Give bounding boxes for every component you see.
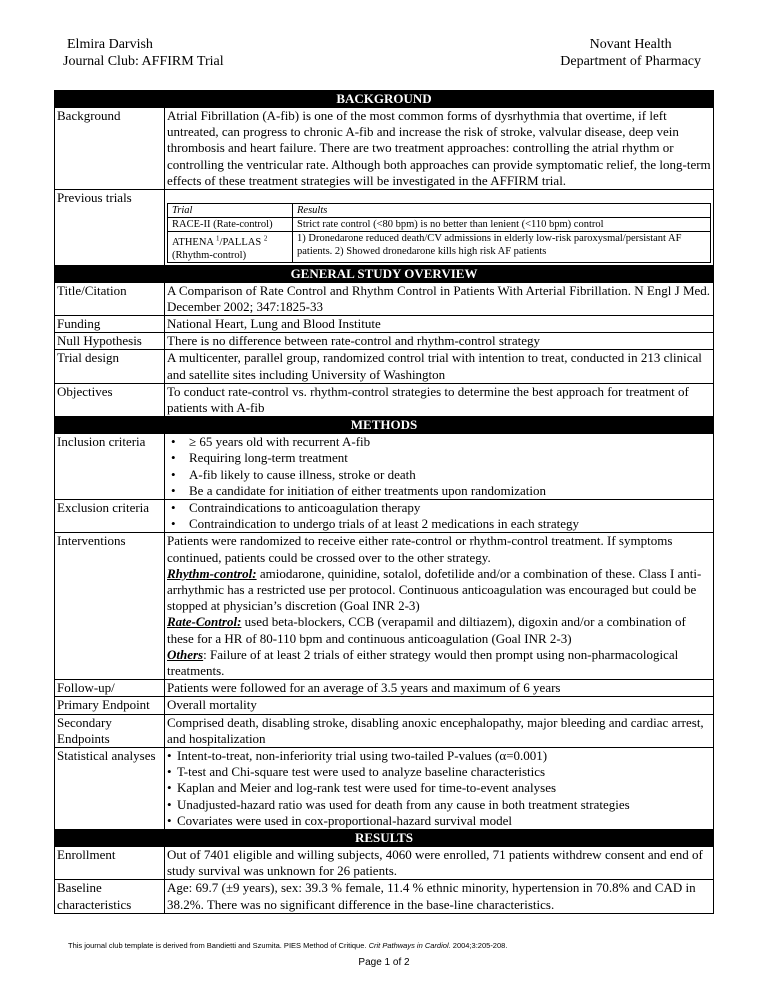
trial-result: 1) Dronedarone reduced death/CV admissions in elderly low-risk paroxysmal/persistant AF patients. 2) Showed dronedarone kills high risk AF patients (293, 232, 711, 263)
section-results: RESULTS (55, 830, 714, 847)
primary-label: Primary Endpoint (55, 697, 165, 714)
table-row (168, 218, 711, 232)
primary-text: Overall mortality (165, 697, 714, 714)
results-column-header: Results (293, 204, 711, 218)
secondary-text: Comprised death, disabling stroke, disabling anoxic encephalopathy, major bleeding and cardiac arrest, and hospitalization (165, 714, 714, 747)
row-previous-trials (55, 190, 714, 266)
row-follow-up (55, 680, 714, 697)
title-label: Title/Citation (55, 282, 165, 315)
list-item: • Contraindication to undergo trials of at least 2 medications in each strategy (167, 516, 711, 532)
list-item: • T-test and Chi-square test were used to analyze baseline characteristics (167, 764, 711, 780)
objectives-text: To conduct rate-control vs. rhythm-control strategies to determine the best approach for treatment of patients with A-fib (165, 383, 714, 416)
organization-name: Novant Health (589, 37, 672, 52)
trial-column-header: Trial (168, 204, 293, 218)
row-exclusion (55, 499, 714, 532)
secondary-label: Secondary Endpoints (55, 714, 165, 747)
row-inclusion (55, 434, 714, 500)
exclusion-label: Exclusion criteria (55, 499, 165, 532)
enrollment-text: Out of 7401 eligible and willing subjects, 4060 were enrolled, 71 patients withdrew consent and end of study survival was unknown for 26 patients. (165, 847, 714, 880)
baseline-label: Baseline characteristics (55, 880, 165, 913)
rhythm-control-text: Rhythm-control: amiodarone, quinidine, sotalol, dofetilide and/or a combination of these. Class I anti-arrhythmic has a restricted use per protocol. Continuous anticoagulation was encouraged but could be stopped at physician’s discretion (Goal INR 2-3) (167, 565, 702, 614)
page-number: Page 1 of 2 (358, 957, 410, 968)
journal-club-form (54, 90, 714, 914)
table-row (168, 232, 711, 263)
section-background: BACKGROUND (55, 91, 714, 108)
journal-club-title: Journal Club: AFFIRM Trial (63, 54, 224, 69)
funding-text: National Heart, Lung and Blood Institute (165, 315, 714, 332)
list-item: • Requiring long-term treatment (167, 450, 711, 466)
header-left (55, 36, 224, 70)
followup-text: Patients were followed for an average of 3.5 years and maximum of 6 years (165, 680, 714, 697)
row-null-hypothesis (55, 333, 714, 350)
trial-name: ATHENA $^1$/PALLAS $^2$ (Rhythm-control) (168, 232, 293, 263)
previous-trials-label: Previous trials (55, 190, 165, 266)
header-right (560, 36, 701, 70)
objectives-label: Objectives (55, 383, 165, 416)
trial-name: RACE-II (Rate-control) (168, 218, 293, 232)
row-enrollment (55, 847, 714, 880)
statistical-label: Statistical analyses (55, 748, 165, 830)
section-methods: METHODS (55, 417, 714, 434)
form-table (54, 90, 714, 914)
others-text: Others: Failure of at least 2 trials of either strategy would then prompt using non-pharmacological treatments. (167, 646, 679, 678)
row-trial-design (55, 350, 714, 383)
list-item: • Unadjusted-hazard ratio was used for death from any cause in both treatment strategies (167, 797, 711, 813)
list-item: • ≥ 65 years old with recurrent A-fib (167, 434, 711, 450)
author-name: Elmira Darvish (67, 37, 153, 52)
statistical-list (167, 748, 711, 829)
funding-label: Funding (55, 315, 165, 332)
row-statistical-analyses (55, 748, 714, 830)
followup-label: Follow-up/ (55, 680, 165, 697)
background-text: Atrial Fibrillation (A-fib) is one of the most common forms of dysrhythmia that overtime, if left untreated, can progress to chronic A-fib and increase the risk of stroke, valvular disease, deep vein thrombosis and heart failure. There are two treatment approaches: controlling the atrial rhythm or controlling the ventricular rate. Although both approaches can provide symptomatic relief, the long-term effects of these treatment strategies will be investigated in the AFFIRM trial. (165, 108, 714, 190)
exclusion-list (167, 500, 711, 532)
enrollment-label: Enrollment (55, 847, 165, 880)
list-item: • Intent-to-treat, non-inferiority trial using two-tailed P-values (α=0.001) (167, 748, 711, 764)
baseline-text: Age: 69.7 (±9 years), sex: 39.3 % female, 11.4 % ethnic minority, hypertension in 70.8% and CAD in 38.2%. There was no significant difference in the base-line characteristics. (165, 880, 714, 913)
list-item: • Contraindications to anticoagulation therapy (167, 500, 711, 516)
background-label: Background (55, 108, 165, 190)
list-item: • A-fib likely to cause illness, stroke or death (167, 467, 711, 483)
citation-footnote: This journal club template is derived from Bandietti and Szumita. PIES Method of Critique. Crit Pathways in Cardiol. 2004;3:205-208. (68, 941, 508, 950)
row-objectives (55, 383, 714, 416)
null-text: There is no difference between rate-control and rhythm-control strategy (165, 333, 714, 350)
previous-trials-table (167, 203, 711, 263)
list-item: • Be a candidate for initiation of either treatments upon randomization (167, 483, 711, 499)
row-background (55, 108, 714, 190)
design-label: Trial design (55, 350, 165, 383)
row-funding (55, 315, 714, 332)
row-primary-endpoint (55, 697, 714, 714)
row-secondary-endpoints (55, 714, 714, 747)
list-item: • Kaplan and Meier and log-rank test were used for time-to-event analyses (167, 780, 711, 796)
footnote-marker: 1 (216, 234, 220, 243)
footnote-marker: 2 (263, 234, 268, 243)
department-name: Department of Pharmacy (560, 54, 701, 69)
title-text: A Comparison of Rate Control and Rhythm Control in Patients With Arterial Fibrillation. N Engl J Med. December 2002; 347:1825-33 (165, 282, 714, 315)
trial-result: Strict rate control (<80 bpm) is no better than lenient (<110 bpm) control (293, 218, 711, 232)
row-title-citation (55, 282, 714, 315)
inclusion-label: Inclusion criteria (55, 434, 165, 500)
list-item: • Covariates were used in cox-proportional-hazard survival model (167, 813, 711, 829)
rate-control-text: Rate-Control: used beta-blockers, CCB (verapamil and diltiazem), digoxin and/or a combination of these for a HR of 80-110 bpm and continuous anticoagulation (Goal INR 2-3) (167, 614, 686, 646)
null-label: Null Hypothesis (55, 333, 165, 350)
row-baseline (55, 880, 714, 913)
inclusion-list (167, 434, 711, 499)
row-interventions (55, 533, 714, 680)
section-overview: GENERAL STUDY OVERVIEW (55, 265, 714, 282)
interventions-intro: Patients were randomized to receive either rate-control or rhythm-control treatment. If symptoms continued, patients could be crossed over to the other strategy. (167, 533, 673, 565)
interventions-label: Interventions (55, 533, 165, 680)
design-text: A multicenter, parallel group, randomized control trial with intention to treat, conducted in 213 clinical and satellite sites including University of Washington (165, 350, 714, 383)
